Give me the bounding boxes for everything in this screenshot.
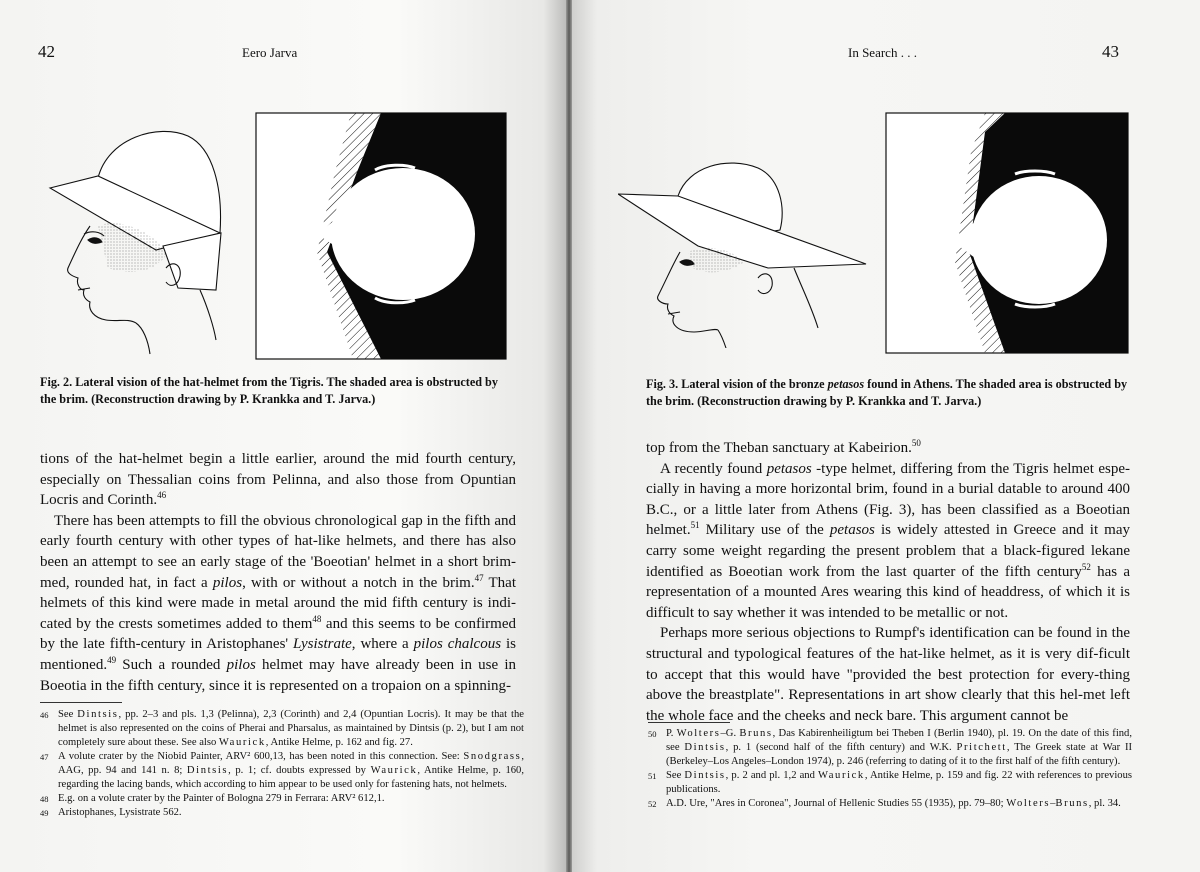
text-run: , The Greek state at War II (Berkeley–Los Angeles–London 1974), p. 246 (referring to dating of it to the first half of the fifth century).: [666, 742, 1132, 767]
figure-caption: Fig. 2. Lateral vision of the hat-helmet from the Tigris. The shaded area is obstructed by the brim. (Reconstruction drawing by P. Krankka and T. Jarva.): [40, 375, 498, 406]
footnote-ref: 50: [911, 438, 921, 448]
text-run: E.g. on a volute crater by the Painter of Bologna 279 in Ferrara: ARV² 612,1.: [58, 793, 385, 804]
right-page: [572, 0, 1200, 872]
author-name: Wolters: [676, 728, 721, 739]
footnote-number: 46: [40, 710, 49, 720]
text-run: See: [58, 709, 78, 720]
text-run: is widely attested in Greece and it may carry some weight regarding the present problem that a black-figured lekane identified as Boeotian work from the last quarter of the fifth century: [646, 522, 1130, 580]
italic-term: pilos chalcous: [413, 636, 502, 653]
text-run: Military use of the: [699, 522, 830, 539]
footnote: [648, 727, 1132, 769]
footnote: [40, 708, 524, 750]
figure-caption: [646, 376, 1132, 410]
footnote-ref: 47: [474, 572, 484, 583]
author-name: Waurick: [218, 737, 266, 748]
body-text: [40, 449, 516, 696]
footnote-number: 51: [648, 771, 657, 781]
italic-term: pilos: [212, 574, 243, 591]
running-head: In Search . . .: [848, 45, 917, 60]
paragraph: [646, 623, 1130, 726]
footnote: [648, 769, 1132, 797]
figure-2-top-view-diagram: [255, 112, 507, 360]
author-name: Waurick: [370, 765, 418, 776]
footnote-number: 47: [40, 752, 49, 762]
text-run: , p. 2 and pl. 1,2 and: [725, 770, 818, 781]
text-run: has a representation of a mounted Ares wearing this kind of headdress, of which it is difficult to say whether it was intended to be metallic or not.: [646, 563, 1131, 621]
footnote: [40, 750, 524, 792]
text-run: –: [1050, 798, 1056, 809]
text-run: P.: [666, 728, 677, 739]
text-run: , p. 1; cf. doubts expressed by: [228, 765, 371, 776]
text-run: -type helmet, differing from the Tigris helmet espe-cially in having a more horizontal brim, found in a burial datable to around 400 B.C., or a little later from Athens (Fig. 3), has been classified as a Boeotian helmet.: [646, 460, 1130, 539]
footnote-rule: [648, 722, 730, 723]
author-name: Bruns: [739, 728, 773, 739]
text-run: , AAG, pp. 94 and 141 n. 8;: [58, 751, 524, 776]
body-text: [646, 438, 1130, 726]
text-run: Perhaps more serious objections to Rumpf's identification can be found in the structural and typological features of the hat-like helmet, as it is very dif-ficult to accept that this would have "provided the best protection for every-thing above the breastplate". Representations in art show clearly that this hel-met left the whole face and the cheeks and neck bare. This argument cannot be: [646, 625, 1130, 724]
footnote-ref: 49: [107, 654, 117, 665]
text-run: See: [666, 770, 685, 781]
text-run: top from the Theban sanctuary at Kabeirion.: [646, 440, 912, 456]
text-run: , Antike Helme, p. 162 and fig. 27.: [265, 737, 413, 748]
footnotes: [648, 727, 1132, 811]
text-run: Fig. 3. Lateral vision of the bronze: [646, 377, 828, 391]
footnote: [40, 806, 524, 820]
text-run: That helmets of this kind were made in metal around the mid fifth century is indi-cated by the crests sometimes added to them: [40, 574, 517, 632]
paragraph: [646, 438, 1130, 459]
footnote-ref: 46: [157, 490, 167, 501]
author-name: Snodgrass: [463, 751, 522, 762]
italic-term: pilos: [226, 656, 256, 673]
text-run: helmet may have already been in use in Boeotia in the fifth century, since it is represented on a tropaion on a spinning-: [40, 656, 517, 694]
author-name: Wolters: [1006, 798, 1051, 809]
text-run: There has been attempts to fill the obvious chronological gap in the fifth and early fourth century with other types of hat-like helmets, and there has also been an attempt to see an early stage of the 'Boeotian' helmet in a short brim-med, rounded hat, in fact a: [40, 512, 516, 591]
text-run: Aristophanes, Lysistrate 562.: [58, 807, 182, 818]
figure-2-profile-drawing: [38, 118, 238, 358]
text-run: , pl. 34.: [1088, 798, 1121, 809]
page-number: 43: [1102, 42, 1119, 61]
footnote-number: 50: [648, 729, 657, 739]
italic-term: petasos: [829, 522, 875, 539]
footnote-number: 52: [648, 799, 657, 809]
footnote-ref: 52: [1081, 561, 1091, 572]
text-run: , Das Kabirenheiligtum bei Theben I (Berlin 1940), pl. 19. On the date of this find, see: [666, 728, 1133, 753]
text-run: A recently found: [660, 460, 767, 477]
author-name: Dintsis: [77, 709, 119, 720]
italic-term: petasos: [766, 460, 812, 477]
author-name: Dintsis: [186, 765, 229, 776]
text-run: Such a rounded: [116, 656, 227, 673]
footnote-number: 48: [40, 794, 49, 804]
footnotes: [40, 708, 524, 820]
footnote-ref: 51: [690, 520, 700, 531]
left-page: [0, 0, 566, 872]
text-run: and this seems to be confirmed by the late fifth-century in Aristophanes': [40, 615, 516, 653]
figure-3-profile-drawing: [618, 148, 868, 348]
text-run: is mentioned.: [40, 636, 516, 673]
text-run: –G.: [720, 728, 740, 739]
text-run: , Antike Helme, p. 159 and fig. 22 with references to previous publications.: [666, 770, 1132, 795]
text-run: tions of the hat-helmet begin a little earlier, around the mid fourth century, especially on Thessalian coins from Pelinna, and also those from Opuntian Locris and Corinth.: [40, 451, 516, 509]
footnote: [40, 792, 524, 806]
text-run: A volute crater by the Niobid Painter, ARV² 600,13, has been noted in this connection. See:: [58, 751, 464, 762]
author-name: Pritchett: [956, 742, 1007, 753]
paragraph: [40, 511, 516, 696]
author-name: Waurick: [818, 770, 865, 781]
text-run: , Antike Helme, p. 160, regarding the lacing bands, which according to him appear to be used only for fastening hats, not helmets.: [58, 765, 524, 790]
footnote: [648, 797, 1132, 811]
text-run: found in Athens. The shaded area is obstructed by the brim. (Reconstruction drawing by P. Krankka and T. Jarva.): [646, 377, 1128, 408]
italic-term: Lysistrate: [293, 636, 352, 653]
paragraph: [646, 459, 1130, 624]
paragraph: [40, 449, 516, 511]
page-number: 42: [38, 42, 55, 61]
italic-term: petasos: [827, 377, 865, 391]
text-run: A.D. Ure, "Ares in Coronea", Journal of Hellenic Studies 55 (1935), pp. 79–80;: [666, 798, 1007, 809]
author-name: Bruns: [1055, 798, 1089, 809]
footnote-number: 49: [40, 808, 49, 818]
text-run: , where a: [351, 636, 414, 653]
running-head: Eero Jarva: [242, 45, 298, 60]
author-name: Dintsis: [684, 770, 726, 781]
footnote-rule: [40, 702, 122, 703]
footnote-ref: 48: [312, 613, 322, 624]
text-run: , with or without a notch in the brim.: [242, 574, 475, 591]
author-name: Dintsis: [684, 742, 726, 753]
figure-3-top-view-diagram: [885, 112, 1129, 354]
text-run: , pp. 2–3 and pls. 1,3 (Pelinna), 2,3 (Corinth) and 2,4 (Opuntian Locris). It may be that the helmet is also represented on the coins of Pherai and Pharsalus, as maintained by Dintsis (p. 2), but I am not completely sure about these. See also: [58, 709, 524, 748]
text-run: , p. 1 (second half of the fifth century) and W.K.: [725, 742, 957, 753]
